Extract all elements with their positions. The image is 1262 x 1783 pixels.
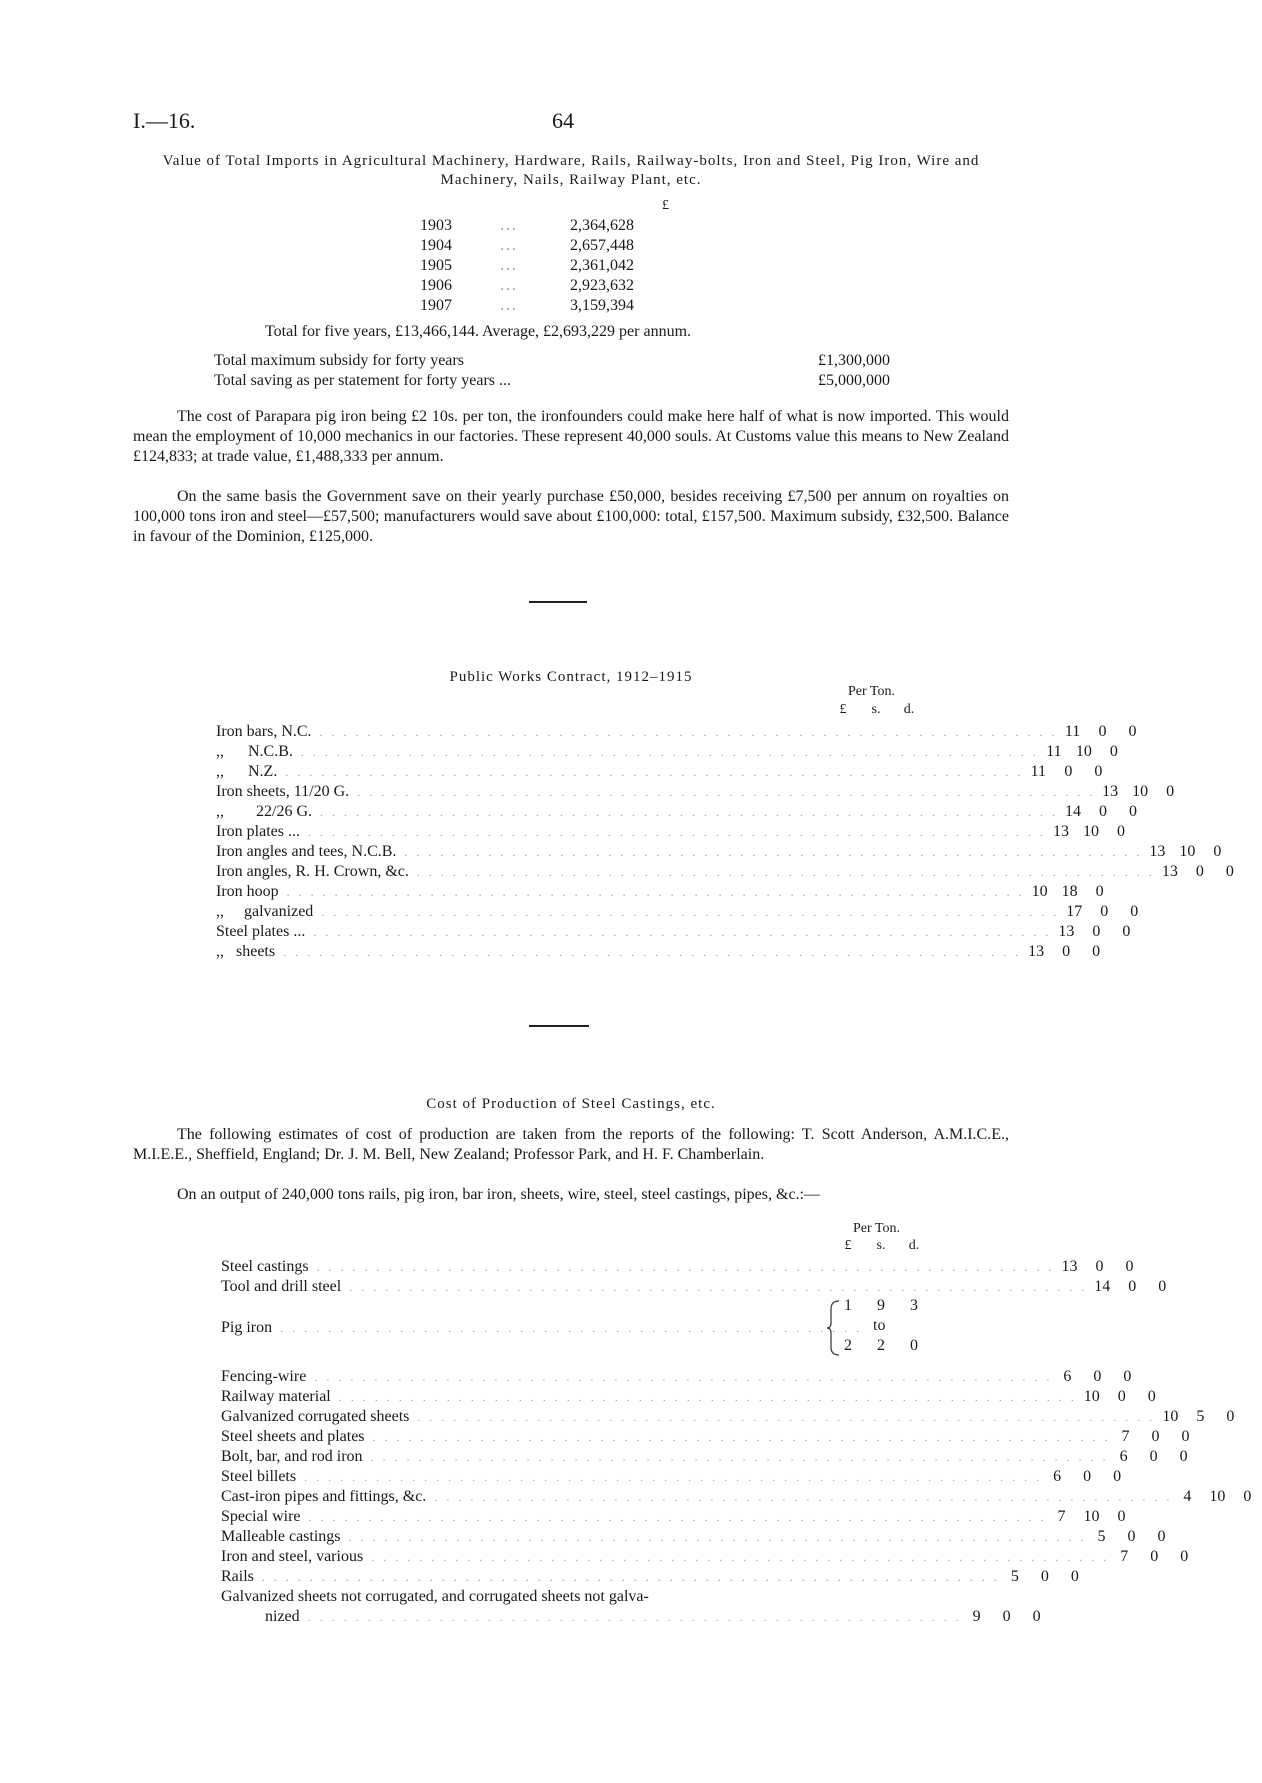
year-cell: 1907 — [420, 297, 452, 314]
row-label: ,, N.C.B. — [216, 743, 293, 760]
row-label: Steel castings — [221, 1258, 309, 1275]
table-row — [221, 1427, 1190, 1447]
pound-unit: £ — [844, 1238, 852, 1253]
table-row — [221, 1507, 1126, 1527]
pence-unit: d. — [903, 702, 915, 717]
leader-dots: ... — [500, 297, 518, 314]
pence-cell: 0 — [1226, 1408, 1235, 1425]
imports-row — [420, 256, 670, 276]
subsidy-value: £1,300,000 — [818, 352, 890, 369]
pound-cell: 13 — [1061, 1258, 1078, 1275]
shilling-cell: 10 — [1209, 1488, 1226, 1505]
table-row — [221, 1257, 1134, 1277]
amount-cells — [1109, 1548, 1199, 1566]
pound-cell: 13 — [1102, 783, 1119, 800]
pound-cell: 5 — [1097, 1528, 1106, 1545]
leader-dots: . . . . . . . . . . . . . . . . . . . . . . . . . . . . . . . . . . . . . . . . . . . . . . . . . . . . . . . . . . . . . . — [314, 1369, 1053, 1384]
shilling-cell: 0 — [1062, 943, 1071, 960]
imports-row — [420, 236, 670, 256]
contract-col-units — [828, 702, 924, 718]
year-cell: 1904 — [420, 237, 452, 254]
saving-label: Total saving as per statement for forty years ... — [214, 372, 512, 389]
amount-cells — [1155, 863, 1245, 881]
amount-cells — [1047, 1508, 1137, 1526]
pound-cell: 11 — [1064, 723, 1081, 740]
total-line: Total for five years, £13,466,144. Average, £2,693,229 per annum. — [265, 323, 692, 340]
shilling-cell: 0 — [1128, 1278, 1137, 1295]
row-label: ,, sheets — [216, 943, 276, 960]
pound-cell: 6 — [1053, 1468, 1062, 1485]
shilling-cell: 0 — [1040, 1568, 1049, 1585]
table-row — [216, 922, 1131, 942]
pound-cell: 9 — [972, 1608, 981, 1625]
pound-cell: 13 — [1052, 823, 1069, 840]
section-divider — [529, 601, 587, 603]
document-reference: I.—16. — [133, 108, 196, 133]
pound-cell: 6 — [1119, 1448, 1128, 1465]
pound-cell: 13 — [1161, 863, 1178, 880]
castings-table-continued — [221, 1367, 1252, 1587]
table-row — [216, 822, 1125, 842]
castings-col-units — [833, 1238, 929, 1254]
row-label: Rails — [221, 1568, 254, 1585]
shilling-cell: 0 — [1195, 863, 1204, 880]
pound-unit: £ — [839, 702, 847, 717]
castings-col-header: Per Ton. — [853, 1221, 900, 1236]
shilling-cell: 0 — [1150, 1548, 1159, 1565]
pound-cell: 13 — [1149, 843, 1166, 860]
amount-cells — [1172, 1488, 1262, 1506]
amount-cells — [1058, 723, 1148, 741]
value-cell: 2,361,042 — [570, 257, 634, 274]
paragraph-cost: The cost of Parapara pig iron being £2 10s. per ton, the ironfounders could make here half of what is now imported. This would mean the employment of 10,000 mechanics in our factories. These represent 40,000 souls. At Customs value this means to New Zealand £124,833; at trade value, £1,488,333 per annum. — [133, 408, 1009, 465]
leader-dots: . . . . . . . . . . . . . . . . . . . . . . . . . . . . . . . . . . . . . . . . . . . . . . . . . . . . . . . . . . . . . . — [357, 784, 1096, 799]
pound-cell: 14 — [1065, 803, 1081, 820]
row-label: Iron bars, N.C. — [216, 723, 312, 740]
paragraph-estimates: The following estimates of cost of production are taken from the reports of the following: T. Scott Anderson, A.M.I.C.E., M.I.E.E., Sheffield, England; Dr. J. M. Bell, New Zealand; Professor Park, and H. F. Chamberlain. — [133, 1126, 1009, 1163]
amount-cells — [1046, 823, 1136, 841]
table-row — [216, 842, 1222, 862]
leader-dots: . . . . . . . . . . . . . . . . . . . . . . . . . . . . . . . . . . . . . . . . . . . . . . . . . . . . . . . . . . . . . . — [285, 764, 1024, 779]
imports-row — [420, 276, 670, 296]
leader-dots: . . . . . . . . . . . . . . . . . . . . . . . . . . . . . . . . . . . . . . . . . . . . . . . . . . . . . . . . . . . . . . — [349, 1279, 1088, 1294]
pig-iron-row — [221, 1297, 929, 1359]
pound-cell: 13 — [1028, 943, 1045, 960]
row-label: Fencing-wire — [221, 1368, 307, 1385]
value-cell: 2,657,448 — [570, 237, 634, 254]
shilling-cell: 0 — [1093, 1368, 1102, 1385]
pence-cell: 0 — [1125, 1258, 1134, 1275]
shilling-cell: 10 — [1083, 1508, 1100, 1525]
amount-cells — [1087, 1278, 1177, 1296]
table-row — [216, 782, 1175, 802]
leader-dots: . . . . . . . . . . . . . . . . . . . . . . . . . . . . . . . . . . . . . . . . . . . . . . . . . . . . . . . . . . . . . . — [416, 864, 1155, 879]
pence-cell: 0 — [1129, 803, 1137, 820]
range-word: to — [873, 1317, 886, 1334]
pound-cell: 7 — [1057, 1508, 1066, 1525]
page-number: 64 — [552, 108, 574, 133]
pound-cell: 10 — [1031, 883, 1048, 900]
pence-cell: 0 — [1147, 1388, 1156, 1405]
imports-table — [420, 216, 670, 316]
leader-dots: . . . . . . . . . . . . . . . . . . . . . . . . . . . . . . . . . . . . . . . . . . . . . . . . . . . . . . . . . . . . . . — [313, 924, 1052, 939]
shilling-cell: 2 — [877, 1337, 885, 1354]
shilling-cell: 18 — [1061, 883, 1078, 900]
row-label: Iron and steel, various — [221, 1548, 364, 1565]
leader-dots: . . . . . . . . . . . . . . . . . . . . . . . . . . . . . . . . . . . . . . . . . . . . . . . . . . . . . . . . . . . . . . — [304, 1469, 1043, 1484]
shilling-cell: 5 — [1196, 1408, 1205, 1425]
pence-cell: 0 — [1181, 1428, 1190, 1445]
shilling-cell: 0 — [1127, 1528, 1136, 1545]
pig-iron-from — [833, 1297, 929, 1315]
pence-cell: 0 — [1070, 1568, 1079, 1585]
shilling-cell: 0 — [1095, 1258, 1104, 1275]
contract-col-header: Per Ton. — [848, 684, 895, 699]
table-row — [216, 762, 1103, 782]
amount-cells — [1111, 1428, 1201, 1446]
table-row — [216, 902, 1139, 922]
leader-dots: . . . . . . . . . . . . . . . . . . . . . . . . . . . . . . . . . . . . . . . . . . . . . . . . . . . . . . . . . . . . . . — [417, 1409, 1156, 1424]
row-label: Cast-iron pipes and fittings, &c. — [221, 1488, 427, 1505]
pence-cell: 0 — [1094, 763, 1103, 780]
row-label: ,, galvanized — [216, 903, 314, 920]
pound-cell: 17 — [1066, 903, 1083, 920]
pence-cell: 3 — [910, 1297, 918, 1314]
leader-dots: . . . . . . . . . . . . . . . . . . . . . . . . . . . . . . . . . . . . . . . . . . . . . . . . . — [280, 1320, 863, 1335]
table-row — [221, 1527, 1166, 1547]
table-row — [216, 742, 1118, 762]
pound-cell: 7 — [1120, 1548, 1129, 1565]
castings-table — [221, 1257, 1167, 1297]
value-cell: 2,364,628 — [570, 217, 634, 234]
leader-dots: . . . . . . . . . . . . . . . . . . . . . . . . . . . . . . . . . . . . . . . . . . . . . . . . . . . . . . . . . . . . . . — [348, 1529, 1087, 1544]
pence-cell: 0 — [910, 1337, 918, 1354]
table-row — [216, 882, 1104, 902]
row-label: Iron sheets, 11/20 G. — [216, 783, 350, 800]
leader-dots: . . . . . . . . . . . . . . . . . . . . . . . . . . . . . . . . . . . . . . . . . . . . . . . . . . . . . . . . . . . . . . — [338, 1389, 1077, 1404]
table-row — [221, 1277, 1167, 1297]
section-divider — [529, 1025, 589, 1027]
row-label: Steel plates ... — [216, 923, 306, 940]
amount-cells — [1025, 883, 1115, 901]
row-label: Iron plates ... — [216, 823, 300, 840]
pound-cell: 2 — [844, 1337, 852, 1354]
pence-cell: 0 — [1117, 1508, 1126, 1525]
pound-cell: 11 — [1030, 763, 1047, 780]
row-label: Special wire — [221, 1508, 301, 1525]
row-label: Galvanized sheets not corrugated, and corrugated sheets not galva- — [221, 1588, 649, 1605]
pence-cell: 0 — [1213, 843, 1222, 860]
leader-dots: . . . . . . . . . . . . . . . . . . . . . . . . . . . . . . . . . . . . . . . . . . . . . . . . . . . . . . . — [307, 1609, 962, 1624]
leader-dots: . . . . . . . . . . . . . . . . . . . . . . . . . . . . . . . . . . . . . . . . . . . . . . . . . . . . . . . . . . . . . . — [370, 1449, 1109, 1464]
pound-cell: 13 — [1058, 923, 1075, 940]
amount-cells — [1155, 1408, 1245, 1426]
leader-dots: . . . . . . . . . . . . . . . . . . . . . . . . . . . . . . . . . . . . . . . . . . . . . . . . . . . . . . . . . . . . . . — [283, 944, 1022, 959]
amount-cells — [1051, 923, 1141, 941]
value-cell: 3,159,394 — [570, 297, 634, 314]
row-label: ,, 22/26 G. — [216, 803, 312, 820]
shilling-cell: 10 — [1132, 783, 1149, 800]
leader-dots: . . . . . . . . . . . . . . . . . . . . . . . . . . . . . . . . . . . . . . . . . . . . . . . . . . . . . . . . . . . . . . — [316, 1259, 1055, 1274]
amount-cells — [1077, 1388, 1167, 1406]
leader-dots: ... — [500, 257, 518, 274]
pound-cell: 10 — [1162, 1408, 1179, 1425]
pound-cell: 1 — [844, 1297, 852, 1314]
shilling-cell: 0 — [1151, 1428, 1160, 1445]
contract-title: Public Works Contract, 1912–1915 — [449, 669, 693, 685]
amount-cells — [1142, 843, 1232, 861]
pence-cell: 0 — [1128, 723, 1137, 740]
row-label: ,, N.Z. — [216, 763, 278, 780]
leader-dots: . . . . . . . . . . . . . . . . . . . . . . . . . . . . . . . . . . . . . . . . . . . . . . . . . . . . . . . . . . . . . . — [300, 744, 1039, 759]
leader-dots: . . . . . . . . . . . . . . . . . . . . . . . . . . . . . . . . . . . . . . . . . . . . . . . . . . . . . . . . . . . . . . — [434, 1489, 1173, 1504]
pence-cell: 0 — [1130, 903, 1139, 920]
shilling-cell: 0 — [1002, 1608, 1011, 1625]
pence-cell: 0 — [1092, 943, 1101, 960]
pence-cell: 0 — [1122, 923, 1131, 940]
shilling-cell: 10 — [1082, 823, 1099, 840]
shilling-cell: 10 — [1075, 743, 1092, 760]
amount-cells — [1109, 1448, 1199, 1466]
pence-cell: 0 — [1109, 743, 1118, 760]
shilling-cell: 0 — [1099, 803, 1107, 820]
table-row — [216, 942, 1101, 962]
shilling-cell: 0 — [1149, 1448, 1158, 1465]
pence-cell: 0 — [1180, 1548, 1189, 1565]
table-row — [221, 1547, 1189, 1567]
pound-cell: 6 — [1063, 1368, 1072, 1385]
row-label: Railway material — [221, 1388, 331, 1405]
table-row — [216, 862, 1234, 882]
subsidy-label: Total maximum subsidy for forty years — [214, 352, 464, 369]
pence-cell: 0 — [1032, 1608, 1041, 1625]
year-cell: 1906 — [420, 277, 452, 294]
row-label: Iron hoop — [216, 883, 279, 900]
shilling-unit: s. — [871, 702, 881, 717]
imports-row — [420, 296, 670, 316]
table-row — [216, 722, 1137, 742]
amount-cells — [1095, 783, 1185, 801]
paragraph-government: On the same basis the Government save on their yearly purchase £50,000, besides receiving £7,500 per annum on royalties on 100,000 tons iron and steel—£57,500; manufacturers would save about £100,000: total, £157,500. Maximum subsidy, £32,500. Balance in favour of the Dominion, £125,000. — [133, 488, 1009, 545]
pound-cell: 11 — [1046, 743, 1062, 760]
pence-cell: 0 — [1243, 1488, 1252, 1505]
leader-dots: ... — [500, 277, 518, 294]
row-label: Iron angles and tees, N.C.B. — [216, 843, 397, 860]
amount-cells — [962, 1608, 1052, 1626]
castings-title: Cost of Production of Steel Castings, etc. — [426, 1096, 716, 1112]
shilling-cell: 9 — [877, 1297, 885, 1314]
pence-cell: 0 — [1123, 1368, 1132, 1385]
shilling-unit: s. — [876, 1238, 886, 1253]
row-label: Tool and drill steel — [221, 1278, 342, 1295]
shilling-cell: 0 — [1098, 723, 1107, 740]
table-row — [221, 1467, 1122, 1487]
amount-cells — [1000, 1568, 1090, 1586]
paragraph-output: On an output of 240,000 tons rails, pig iron, bar iron, sheets, wire, steel, steel castings, pipes, &c.:— — [177, 1186, 820, 1203]
table-row — [221, 1407, 1235, 1427]
shilling-cell: 10 — [1179, 843, 1196, 860]
row-label: Pig iron — [221, 1319, 273, 1336]
leader-dots: . . . . . . . . . . . . . . . . . . . . . . . . . . . . . . . . . . . . . . . . . . . . . . . . . . . . . . . . . . . . . . — [321, 904, 1060, 919]
amount-cells — [1058, 803, 1148, 821]
leader-dots: ... — [500, 217, 518, 234]
row-label-continued: nized — [265, 1608, 300, 1625]
pence-cell: 0 — [1157, 1528, 1166, 1545]
row-label: Galvanized corrugated sheets — [221, 1408, 410, 1425]
leader-dots: . . . . . . . . . . . . . . . . . . . . . . . . . . . . . . . . . . . . . . . . . . . . . . . . . . . . . . . . . . . . . . — [308, 1509, 1047, 1524]
table-row — [216, 802, 1137, 822]
pound-cell: 5 — [1010, 1568, 1019, 1585]
row-label: Steel sheets and plates — [221, 1428, 365, 1445]
leader-dots: . . . . . . . . . . . . . . . . . . . . . . . . . . . . . . . . . . . . . . . . . . . . . . . . . . . . . . . . . . . . . . — [320, 804, 1058, 819]
galvanized-row — [221, 1587, 1041, 1627]
row-label: Steel billets — [221, 1468, 297, 1485]
shilling-cell: 0 — [1092, 923, 1101, 940]
leader-dots: . . . . . . . . . . . . . . . . . . . . . . . . . . . . . . . . . . . . . . . . . . . . . . . . . . . . . . . . . . . . . . — [307, 824, 1046, 839]
pig-iron-to — [833, 1337, 929, 1355]
imports-row — [420, 216, 670, 236]
leader-dots: . . . . . . . . . . . . . . . . . . . . . . . . . . . . . . . . . . . . . . . . . . . . . . . . . . . . . . . . . . . . . . — [286, 884, 1025, 899]
pence-cell: 0 — [1179, 1448, 1188, 1465]
year-cell: 1903 — [420, 217, 452, 234]
pence-cell: 0 — [1095, 883, 1104, 900]
shilling-cell: 0 — [1064, 763, 1073, 780]
amount-cells — [1023, 763, 1113, 781]
pence-cell: 0 — [1113, 1468, 1122, 1485]
table-row — [221, 1447, 1188, 1467]
table-row — [221, 1487, 1252, 1507]
leader-dots: ... — [500, 237, 518, 254]
shilling-cell: 0 — [1100, 903, 1109, 920]
leader-dots: . . . . . . . . . . . . . . . . . . . . . . . . . . . . . . . . . . . . . . . . . . . . . . . . . . . . . . . . . . . . . . — [319, 724, 1058, 739]
amount-cells — [1059, 903, 1149, 921]
pence-cell: 0 — [1166, 783, 1175, 800]
amount-cells — [1052, 1368, 1142, 1386]
leader-dots: . . . . . . . . . . . . . . . . . . . . . . . . . . . . . . . . . . . . . . . . . . . . . . . . . . . . . . . . . . . . . . — [404, 844, 1143, 859]
row-label: Bolt, bar, and rod iron — [221, 1448, 363, 1465]
pound-cell: 10 — [1083, 1388, 1100, 1405]
leader-dots: . . . . . . . . . . . . . . . . . . . . . . . . . . . . . . . . . . . . . . . . . . . . . . . . . . . . . . . . . . . . . . — [371, 1549, 1110, 1564]
shilling-cell: 0 — [1117, 1388, 1126, 1405]
pound-cell: 4 — [1183, 1488, 1192, 1505]
pence-cell: 0 — [1225, 863, 1234, 880]
amount-cells — [1042, 1468, 1132, 1486]
pound-cell: 14 — [1094, 1278, 1111, 1295]
table-row — [221, 1387, 1156, 1407]
pound-cell: 7 — [1121, 1428, 1130, 1445]
imports-title: Value of Total Imports in Agricultural Machinery, Hardware, Rails, Railway-bolts, Iron and Steel, Pig Iron, Wire and Machinery, Nails, Railway Plant, etc. — [162, 153, 980, 188]
contract-table — [216, 722, 1234, 962]
amount-cells — [1039, 743, 1129, 761]
value-cell: 2,923,632 — [570, 277, 634, 294]
pence-cell: 0 — [1158, 1278, 1167, 1295]
row-label: Iron angles, R. H. Crown, &c. — [216, 863, 409, 880]
amount-cells — [1087, 1528, 1177, 1546]
amount-cells — [1021, 943, 1111, 961]
currency-header: £ — [662, 198, 669, 213]
leader-dots: . . . . . . . . . . . . . . . . . . . . . . . . . . . . . . . . . . . . . . . . . . . . . . . . . . . . . . . . . . . . . . — [261, 1569, 1000, 1584]
amount-cells — [1055, 1258, 1145, 1276]
row-label: Malleable castings — [221, 1528, 341, 1545]
saving-value: £5,000,000 — [818, 372, 890, 389]
year-cell: 1905 — [420, 257, 452, 274]
pence-unit: d. — [908, 1238, 920, 1253]
leader-dots: . . . . . . . . . . . . . . . . . . . . . . . . . . . . . . . . . . . . . . . . . . . . . . . . . . . . . . . . . . . . . . — [372, 1429, 1111, 1444]
shilling-cell: 0 — [1083, 1468, 1092, 1485]
table-row — [221, 1567, 1079, 1587]
pence-cell: 0 — [1116, 823, 1125, 840]
table-row — [221, 1367, 1132, 1387]
